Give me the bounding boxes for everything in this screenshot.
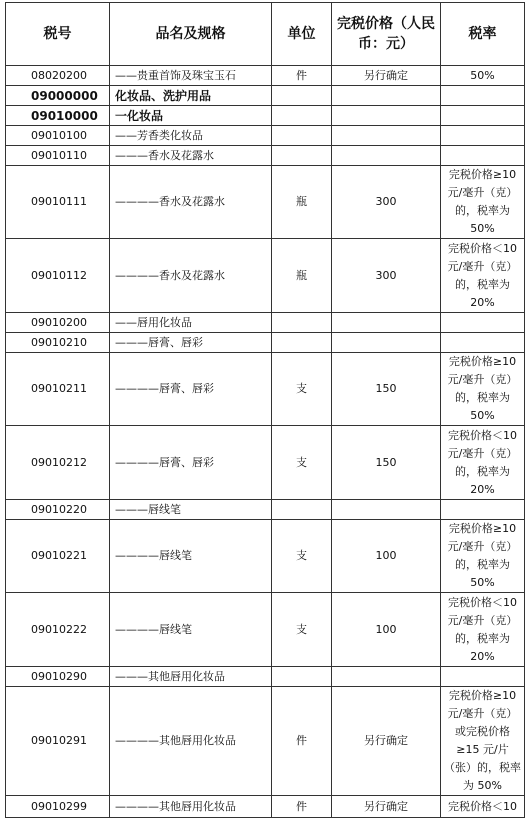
cell-name: 化妆品、洗护用品 <box>110 86 272 106</box>
cell-rate <box>441 500 525 520</box>
cell-name: ————唇线笔 <box>110 520 272 593</box>
cell-name: ————其他唇用化妆品 <box>110 796 272 818</box>
cell-rate <box>441 667 525 687</box>
header-price: 完税价格（人民币：元） <box>332 3 441 66</box>
cell-name: ————唇膏、唇彩 <box>110 426 272 500</box>
cell-name: ———其他唇用化妆品 <box>110 667 272 687</box>
cell-price <box>332 313 441 333</box>
table-row <box>6 796 525 818</box>
cell-code: 09000000 <box>6 86 110 106</box>
cell-price: 另行确定 <box>332 687 441 796</box>
cell-code: 09010110 <box>6 146 110 166</box>
cell-price <box>332 667 441 687</box>
table-row <box>6 687 525 796</box>
cell-price <box>332 146 441 166</box>
table-row <box>6 313 525 333</box>
cell-name: 一化妆品 <box>110 106 272 126</box>
cell-unit <box>272 106 332 126</box>
cell-rate <box>441 126 525 146</box>
table-row <box>6 166 525 239</box>
cell-price: 另行确定 <box>332 796 441 818</box>
cell-name: ———香水及花露水 <box>110 146 272 166</box>
cell-code: 09010111 <box>6 166 110 239</box>
cell-rate: 完税价格≥10 元/毫升（克）或完税价格≥15 元/片（张）的，税率为 50% <box>441 687 525 796</box>
table-row <box>6 66 525 86</box>
table-row <box>6 86 525 106</box>
cell-rate: 完税价格＜10 <box>441 796 525 818</box>
cell-unit: 件 <box>272 796 332 818</box>
cell-unit <box>272 146 332 166</box>
cell-price <box>332 500 441 520</box>
cell-name: ————唇线笔 <box>110 593 272 667</box>
cell-rate: 完税价格≥10 元/毫升（克）的，税率为 50% <box>441 520 525 593</box>
cell-unit <box>272 126 332 146</box>
cell-rate <box>441 106 525 126</box>
cell-code: 09010299 <box>6 796 110 818</box>
cell-unit: 支 <box>272 353 332 426</box>
cell-price: 150 <box>332 426 441 500</box>
cell-name: ————香水及花露水 <box>110 166 272 239</box>
cell-code: 09010291 <box>6 687 110 796</box>
cell-price <box>332 333 441 353</box>
table-row <box>6 426 525 500</box>
cell-code: 09010100 <box>6 126 110 146</box>
cell-name: ————香水及花露水 <box>110 239 272 313</box>
table-row <box>6 593 525 667</box>
cell-code: 09010000 <box>6 106 110 126</box>
cell-unit <box>272 667 332 687</box>
table-row <box>6 520 525 593</box>
table-row <box>6 239 525 313</box>
cell-code: 09010221 <box>6 520 110 593</box>
header-unit: 单位 <box>272 3 332 66</box>
cell-code: 09010211 <box>6 353 110 426</box>
cell-name: ————唇膏、唇彩 <box>110 353 272 426</box>
cell-rate <box>441 86 525 106</box>
cell-rate: 完税价格＜10 元/毫升（克）的，税率为 20% <box>441 426 525 500</box>
cell-unit: 件 <box>272 687 332 796</box>
cell-unit <box>272 86 332 106</box>
cell-code: 09010200 <box>6 313 110 333</box>
cell-price: 100 <box>332 520 441 593</box>
cell-rate <box>441 333 525 353</box>
table-row <box>6 353 525 426</box>
header-code: 税号 <box>6 3 110 66</box>
cell-unit: 支 <box>272 593 332 667</box>
cell-code: 09010112 <box>6 239 110 313</box>
cell-name: ——唇用化妆品 <box>110 313 272 333</box>
cell-price: 300 <box>332 239 441 313</box>
cell-price <box>332 126 441 146</box>
cell-code: 09010210 <box>6 333 110 353</box>
cell-unit: 瓶 <box>272 166 332 239</box>
cell-rate <box>441 146 525 166</box>
cell-code: 09010222 <box>6 593 110 667</box>
cell-price <box>332 106 441 126</box>
table-row <box>6 126 525 146</box>
cell-name: ———唇膏、唇彩 <box>110 333 272 353</box>
cell-rate: 完税价格≥10 元/毫升（克）的，税率为 50% <box>441 166 525 239</box>
table-row <box>6 333 525 353</box>
table-row <box>6 146 525 166</box>
cell-price: 150 <box>332 353 441 426</box>
tariff-table <box>5 2 525 818</box>
cell-rate <box>441 313 525 333</box>
cell-code: 09010290 <box>6 667 110 687</box>
cell-name: ————其他唇用化妆品 <box>110 687 272 796</box>
cell-unit <box>272 500 332 520</box>
cell-code: 09010220 <box>6 500 110 520</box>
cell-rate: 完税价格＜10 元/毫升（克）的，税率为 20% <box>441 593 525 667</box>
header-name: 品名及规格 <box>110 3 272 66</box>
table-row <box>6 106 525 126</box>
cell-price <box>332 86 441 106</box>
cell-rate: 50% <box>441 66 525 86</box>
header-row <box>6 3 525 66</box>
table-row <box>6 667 525 687</box>
cell-rate: 完税价格≥10 元/毫升（克）的，税率为 50% <box>441 353 525 426</box>
cell-unit: 支 <box>272 426 332 500</box>
cell-name: ——芳香类化妆品 <box>110 126 272 146</box>
cell-unit: 瓶 <box>272 239 332 313</box>
cell-name: ——贵重首饰及珠宝玉石 <box>110 66 272 86</box>
cell-rate: 完税价格＜10 元/毫升（克）的，税率为 20% <box>441 239 525 313</box>
cell-name: ———唇线笔 <box>110 500 272 520</box>
header-rate: 税率 <box>441 3 525 66</box>
cell-price: 另行确定 <box>332 66 441 86</box>
cell-unit: 件 <box>272 66 332 86</box>
cell-unit: 支 <box>272 520 332 593</box>
cell-code: 09010212 <box>6 426 110 500</box>
cell-unit <box>272 313 332 333</box>
cell-code: 08020200 <box>6 66 110 86</box>
cell-unit <box>272 333 332 353</box>
cell-price: 300 <box>332 166 441 239</box>
cell-price: 100 <box>332 593 441 667</box>
table-row <box>6 500 525 520</box>
